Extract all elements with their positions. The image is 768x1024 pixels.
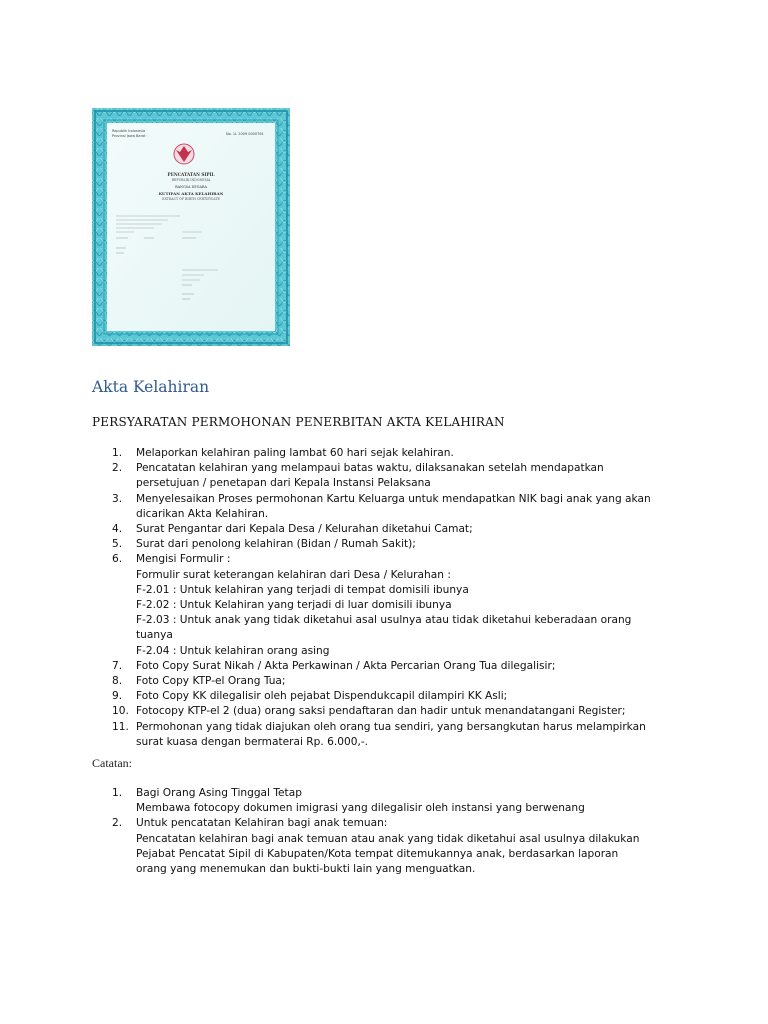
cert-office-sub: REPUBLIK INDONESIA — [171, 178, 211, 182]
list-item-line: Untuk pencatatan Kelahiran bagi anak temuan: — [136, 817, 388, 830]
list-item-number: 11. — [112, 720, 129, 733]
list-item-number: 2. — [112, 817, 123, 830]
list-item-line: Surat Pengantar dari Kepala Desa / Kelurahan diketahui Camat; — [136, 523, 473, 536]
list-item-number: 7. — [112, 659, 123, 672]
requirement-item — [92, 552, 692, 658]
list-item-line: Mengisi Formulir : — [136, 553, 231, 566]
cert-serial: No. 1L 2009 0000761 — [226, 132, 264, 136]
requirement-item — [92, 659, 692, 674]
list-item-line: Pejabat Pencatat Sipil di Kabupaten/Kota tempat ditemukannya anak, berdasarkan laporan — [136, 847, 619, 860]
requirements-list — [92, 446, 692, 750]
list-item-line: Surat dari penolong kelahiran (Bidan / Rumah Sakit); — [136, 538, 416, 551]
requirements-title: PERSYARATAN PERMOHONAN PENERBITAN AKTA KELAHIRAN — [92, 415, 505, 429]
list-item-line: orang yang menemukan dan bukti-bukti lain yang menguatkan. — [136, 863, 476, 876]
list-item-number: 4. — [112, 523, 123, 536]
list-item-number: 1. — [112, 447, 123, 459]
list-item-number: 2. — [112, 462, 123, 475]
list-item-number: 8. — [112, 675, 123, 688]
notes-list — [92, 786, 692, 877]
requirement-item — [92, 461, 692, 491]
list-item-line: dicarikan Akta Kelahiran. — [136, 507, 269, 520]
requirement-item — [92, 446, 692, 461]
list-item-line: Foto Copy KTP-el Orang Tua; — [136, 675, 286, 688]
requirement-item — [92, 720, 692, 750]
birth-certificate-image — [92, 108, 290, 346]
list-item-line: Bagi Orang Asing Tinggal Tetap — [136, 787, 302, 799]
list-item-line: F-2.02 : Untuk Kelahiran yang terjadi di luar domisili ibunya — [136, 599, 452, 612]
list-item-line: surat kuasa dengan bermaterai Rp. 6.000,-. — [136, 735, 369, 748]
list-item-line: F-2.01 : Untuk kelahiran yang terjadi di tempat domisili ibunya — [136, 583, 469, 596]
list-item-number: 3. — [112, 492, 123, 505]
list-item-line: Formulir surat keterangan kelahiran dari Desa / Kelurahan : — [136, 568, 451, 581]
list-item-line: tuanya — [136, 629, 173, 642]
list-item-number: 1. — [112, 787, 123, 799]
list-item-line: Pencatatan kelahiran yang melampaui batas waktu, dilaksanakan setelah mendapatkan — [136, 462, 604, 475]
list-item-line: Foto Copy Surat Nikah / Akta Perkawinan / Akta Percarian Orang Tua dilegalisir; — [136, 659, 556, 672]
requirement-item — [92, 689, 692, 704]
page-heading: Akta Kelahiran — [92, 378, 210, 396]
cert-title-sub: EXTRACT OF BIRTH CERTIFICATE — [162, 197, 220, 201]
requirement-item — [92, 704, 692, 719]
requirement-item — [92, 492, 692, 522]
requirement-item — [92, 522, 692, 537]
note-item — [92, 816, 692, 877]
list-item-number: 6. — [112, 553, 123, 566]
list-item-number: 5. — [112, 538, 123, 551]
list-item-line: Membawa fotocopy dokumen imigrasi yang dilegalisir oleh instansi yang berwenang — [136, 802, 585, 815]
list-item-line: Pencatatan kelahiran bagi anak temuan atau anak yang tidak diketahui asal usulnya dilakukan — [136, 832, 640, 845]
note-label: Catatan: — [92, 756, 132, 770]
list-item-line: F-2.03 : Untuk anak yang tidak diketahui asal usulnya atau tidak diketahui keberadaan orang — [136, 614, 632, 627]
cert-top-left-text-2: Provinsi Jawa Barat — [112, 134, 146, 138]
list-item-line: F-2.04 : Untuk kelahiran orang asing — [136, 644, 330, 657]
list-item-line: Menyelesaikan Proses permohonan Kartu Keluarga untuk mendapatkan NIK bagi anak yang akan — [136, 492, 651, 505]
requirement-item — [92, 537, 692, 552]
cert-nation: BANGSA DEGARA — [175, 185, 207, 189]
list-item-line: Foto Copy KK dilegalisir oleh pejabat Dispendukcapil dilampiri KK Asli; — [136, 690, 508, 703]
list-item-line: persetujuan / penetapan dari Kepala Instansi Pelaksana — [136, 477, 431, 490]
note-item — [92, 786, 692, 816]
requirement-item — [92, 674, 692, 689]
list-item-line: Permohonan yang tidak diajukan oleh orang tua sendiri, yang bersangkutan harus melampirkan — [136, 720, 646, 733]
cert-top-left-text: Republik Indonesia — [112, 129, 146, 133]
cert-office: PENCATATAN SIPIL — [167, 172, 215, 177]
list-item-line: Fotocopy KTP-el 2 (dua) orang saksi pendaftaran dan hadir untuk menandatangani Register; — [136, 705, 626, 718]
cert-title: KUTIPAN AKTA KELAHIRAN — [158, 191, 224, 196]
list-item-number: 10. — [112, 705, 129, 718]
list-item-line: Melaporkan kelahiran paling lambat 60 hari sejak kelahiran. — [136, 447, 454, 459]
list-item-number: 9. — [112, 690, 123, 703]
